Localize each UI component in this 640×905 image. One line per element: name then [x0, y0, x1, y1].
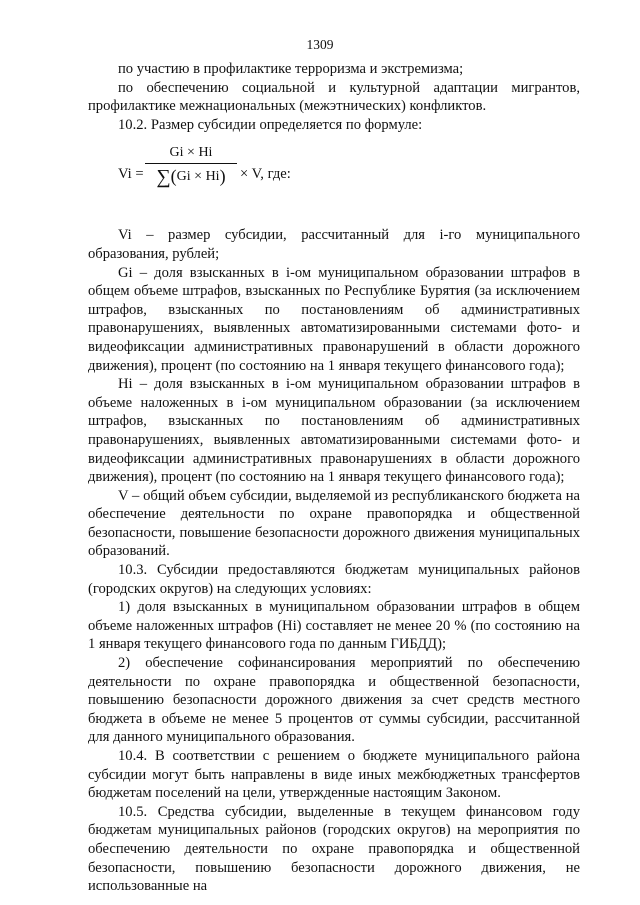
close-paren: )	[219, 166, 226, 187]
definition-hi: Hi – доля взысканных в i-ом муниципальном образовании штрафов в объеме наложенных в i-ом муниципальном образовании (за исключением штрафов, взысканных по постановлениям об административных правонарушениях, выявленных автоматизированными системами фото- и видеофиксации административных правонарушениях в области дорожного движения), процент (по состоянию на 1 января текущего финансового года);	[88, 376, 580, 486]
paragraph: 10.2. Размер субсидии определяется по формуле:	[118, 116, 423, 133]
paragraph: по участию в профилактике терроризма и экстремизма;	[118, 61, 464, 77]
section-10-3: 10.3. Субсидии предоставляются бюджетам муниципальных районов (городских округов) на следующих условиях:	[88, 562, 580, 597]
section-10-5: 10.5. Средства субсидии, выделенные в текущем финансовом году бюджетам муниципальных районов (городских округов) на мероприятия по обеспечению деятельности по охране правопорядка и общественной безопасности, повышению безопасности дорожного движения, не использованные на	[88, 803, 580, 895]
condition-1: 1) доля взысканных в муниципальном образовании штрафов в общем объеме наложенных штрафов (Hi) составляет не менее 20 % (по состоянию на 1 января текущего финансового года по данным ГИБДД);	[88, 599, 580, 653]
page-number: 1309	[306, 37, 334, 52]
open-paren: (	[170, 166, 177, 187]
definition-v: V – общий объем субсидии, выделяемой из республиканского бюджета на обеспечение деятельности по охране правопорядка и общественной безопасности, повышение безопасности дорожного движения муниципальных образований.	[88, 487, 580, 560]
formula-rhs: × V, где:	[240, 166, 291, 183]
definition-vi: Vi – размер субсидии, рассчитанный для i-го муниципального образования, рублей;	[88, 227, 580, 262]
definition-gi: Gi – доля взысканных в i-ом муниципальном образовании штрафов в общем объеме штрафов, взысканных по Республике Бурятия (за исключением штрафов, взысканных по постановлениям об административных правонарушениях, выявленных автоматизированными системами фото- и видеофиксации административных правонарушений в области дорожного движения), процент (по состоянию на 1 января текущего финансового года);	[88, 264, 580, 374]
formula-numerator: Gi × Hi	[169, 145, 213, 161]
condition-2: 2) обеспечение софинансирования мероприятий по обеспечению деятельности по охране правопорядка и общественной безопасности, повышению безопасности дорожного движения за счет средств местного бюджета в объеме не менее 5 процентов от суммы субсидии, рассчитанной для данного муниципального образования.	[88, 655, 580, 746]
subsidy-formula	[88, 134, 580, 226]
page-body	[88, 60, 580, 896]
formula-lhs: Vi =	[118, 166, 144, 183]
fraction-bar	[145, 163, 237, 164]
sum-symbol: ∑	[156, 166, 171, 189]
formula-fraction	[145, 144, 237, 187]
section-10-4: 10.4. В соответствии с решением о бюджете муниципального района субсидии могут быть направлены в виде иных межбюджетных трансфертов бюджетам поселений на цели, утвержденные настоящим Законом.	[88, 748, 580, 802]
denominator-inner: Gi × Hi	[176, 169, 220, 185]
formula-denominator	[145, 166, 237, 187]
paragraph: по обеспечению социальной и культурной адаптации мигрантов, профилактике межнациональных (межэтнических) конфликтов.	[88, 79, 580, 115]
